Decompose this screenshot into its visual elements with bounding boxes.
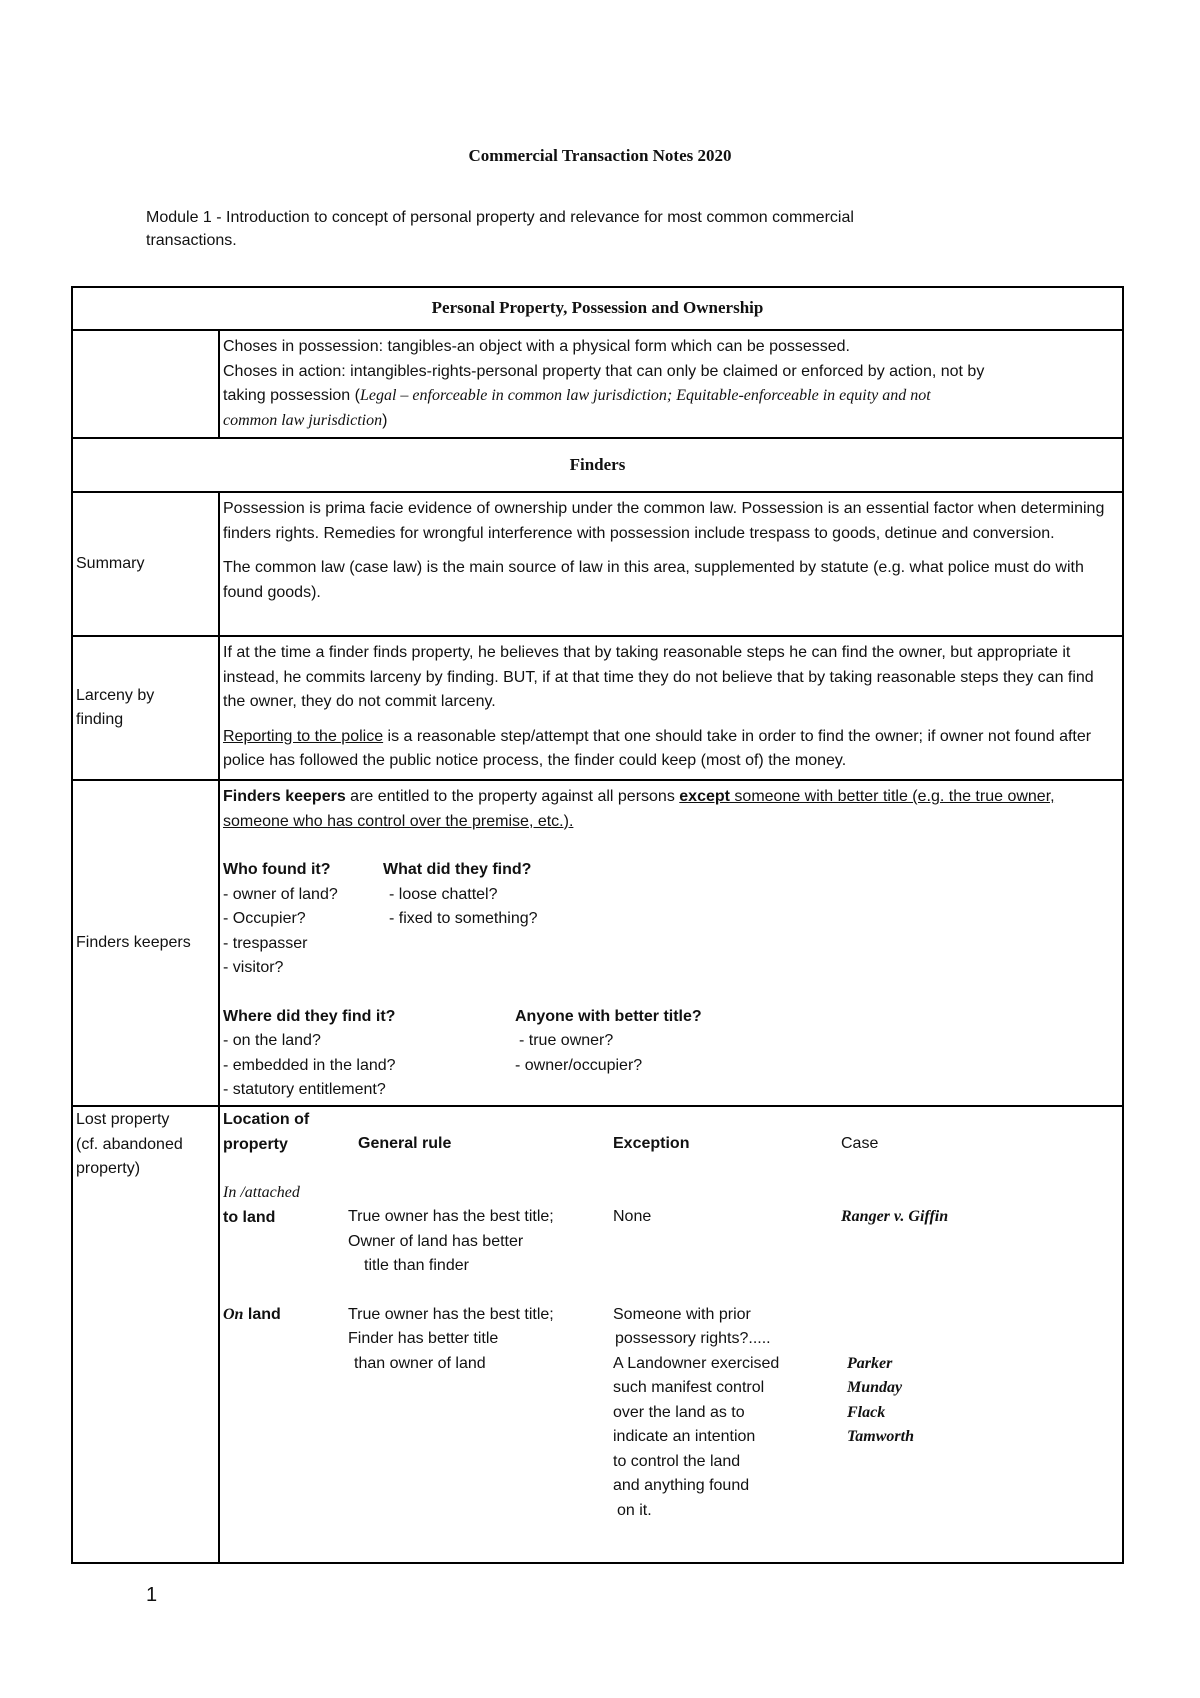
reporting-police-underlined: Reporting to the police — [223, 727, 384, 745]
module-line-2: transactions. — [146, 232, 237, 249]
col-exception: Exception — [613, 1135, 690, 1152]
on-land-cases — [841, 1303, 1041, 1524]
choses-line-2: Choses in action: intangibles-rights-personal property that can only be claimed or enforced by action, not by — [223, 362, 985, 380]
keepers-intro-underlined: someone with better title (e.g. the true owner, someone who has control over the premise, etc.). — [223, 788, 1055, 830]
better-title-item: - owner/occupier? — [515, 1056, 643, 1074]
col-case: Case — [841, 1135, 879, 1152]
who-item: - owner of land? — [223, 885, 338, 903]
col-general-rule: General rule — [358, 1135, 452, 1152]
where-found-heading: Where did they find it? — [223, 1007, 396, 1025]
keepers-block-1 — [223, 858, 1120, 981]
choses-line-1: Choses in possession: tangibles-an object with a physical form which can be possessed. — [223, 338, 850, 355]
better-title-heading: Anyone with better title? — [515, 1007, 702, 1025]
attached-exception: None — [613, 1208, 652, 1225]
larceny-row — [72, 636, 1123, 780]
better-title-item: - true owner? — [519, 1032, 614, 1049]
general-rule-line: title than finder — [364, 1257, 469, 1274]
who-item: - trespasser — [223, 934, 308, 952]
general-rule-line: True owner has the best title; — [348, 1208, 554, 1225]
page-title: Commercial Transaction Notes 2020 — [468, 146, 732, 165]
summary-content — [219, 492, 1123, 636]
module-line-1: Module 1 - Introduction to concept of personal property and relevance for most common commercial — [146, 209, 854, 226]
section-heading-row — [72, 287, 1123, 330]
notes-table — [71, 286, 1124, 1564]
keepers-content — [219, 780, 1123, 1106]
exception-line: on it. — [617, 1501, 652, 1519]
general-rule-line: Owner of land has better — [348, 1232, 524, 1250]
general-rule-line: than owner of land — [354, 1354, 486, 1372]
lost-label-line: property) — [76, 1160, 141, 1177]
on-land-exception — [613, 1303, 841, 1524]
larceny-label-line-1: Larceny by — [76, 686, 155, 704]
better-title-column — [515, 1005, 702, 1103]
lost-property-label — [72, 1106, 219, 1563]
what-item: - fixed to something? — [389, 910, 538, 927]
exception-line: such manifest control — [613, 1379, 765, 1396]
exception-line: A Landowner exercised — [613, 1354, 780, 1372]
choses-label-empty — [72, 330, 219, 438]
larceny-paragraph-2 — [223, 725, 1120, 774]
choses-line-3-italic: Legal – enforceable in common law jurisdiction; Equitable-enforceable in equity and not — [359, 387, 931, 404]
keepers-intro-mid: are entitled to the property against all persons — [345, 788, 680, 805]
location-on-italic: On — [223, 1305, 244, 1323]
case-name: Flack — [847, 1403, 886, 1421]
lost-property-row — [72, 1106, 1123, 1563]
who-found-heading: Who found it? — [223, 861, 331, 878]
keepers-intro-bold: Finders keepers — [223, 788, 346, 805]
lost-label-line: (cf. abandoned — [76, 1135, 183, 1153]
col-location — [223, 1108, 348, 1157]
on-land-general-rule — [348, 1303, 613, 1524]
where-item: - statutory entitlement? — [223, 1081, 386, 1098]
finders-heading-row — [72, 438, 1123, 492]
page-number: 1 — [146, 1584, 158, 1606]
exception-line: to control the land — [613, 1452, 741, 1470]
larceny-paragraph-2-rest: is a reasonable step/attempt that one should take in order to find the owner; if owner not found after police has followed the public notice process, the finder could keep (most of) the money. — [223, 727, 1092, 769]
location-attached — [223, 1181, 348, 1279]
choses-line-3 — [223, 384, 1120, 409]
general-rule-line: Finder has better title — [348, 1330, 499, 1347]
location-on-bold: land — [243, 1305, 281, 1323]
summary-label: Summary — [72, 492, 219, 636]
keepers-intro-except: except — [679, 788, 730, 805]
where-item: - on the land? — [223, 1032, 321, 1049]
larceny-label-line-2: finding — [76, 711, 124, 728]
choses-line-4-italic: common law jurisdiction — [223, 411, 383, 429]
attached-general-rule — [348, 1181, 613, 1279]
attached-case: Ranger v. Giffin — [841, 1208, 949, 1225]
summary-paragraph-2: The common law (case law) is the main source of law in this area, supplemented by statute (e.g. what police must do with found goods). — [223, 559, 1084, 601]
larceny-label — [72, 636, 219, 780]
choses-row — [72, 330, 1123, 438]
case-name: Tamworth — [847, 1428, 914, 1445]
who-item: - Occupier? — [223, 910, 306, 927]
col-location-line: property — [223, 1135, 288, 1153]
what-found-heading: What did they find? — [383, 861, 532, 878]
case-name: Munday — [847, 1379, 903, 1396]
summary-row — [72, 492, 1123, 636]
lost-row-attached — [223, 1181, 1120, 1279]
larceny-paragraph-1: If at the time a finder finds property, he believes that by taking reasonable steps he can find the owner, but appropriate it instead, he commits larceny by finding. BUT, if at that time they do not believe that by taking reasonable steps they can find the owner, they do not commit larceny. — [223, 644, 1094, 710]
section-heading-personal-property: Personal Property, Possession and Ownership — [72, 287, 1123, 330]
choses-line-4 — [223, 409, 1120, 434]
choses-content — [219, 330, 1123, 438]
who-found-column — [223, 858, 383, 981]
lost-row-on-land — [223, 1303, 1120, 1524]
lost-label-line: Lost property — [76, 1111, 170, 1128]
lost-property-content — [219, 1106, 1123, 1563]
lost-property-header — [223, 1108, 1120, 1157]
location-attached-bold: to land — [223, 1208, 276, 1226]
choses-line-4-close: ) — [382, 411, 388, 429]
what-found-column — [383, 858, 538, 981]
keepers-block-2 — [223, 1005, 1120, 1103]
choses-line-3-text: taking possession ( — [223, 387, 360, 404]
exception-line: over the land as to — [613, 1403, 745, 1421]
exception-line: Someone with prior — [613, 1305, 751, 1323]
exception-line: possessory rights?..... — [615, 1330, 771, 1347]
keepers-intro — [223, 785, 1120, 834]
exception-line: indicate an intention — [613, 1428, 756, 1445]
location-on-land — [223, 1303, 348, 1524]
module-intro — [146, 206, 1006, 252]
keepers-label: Finders keepers — [72, 780, 219, 1106]
keepers-row — [72, 780, 1123, 1106]
section-heading-finders: Finders — [72, 438, 1123, 492]
who-item: - visitor? — [223, 959, 284, 976]
general-rule-line: True owner has the best title; — [348, 1305, 554, 1323]
larceny-content — [219, 636, 1123, 780]
exception-line: and anything found — [613, 1477, 750, 1494]
what-item: - loose chattel? — [389, 885, 498, 903]
where-found-column — [223, 1005, 515, 1103]
case-name: Parker — [847, 1354, 893, 1372]
where-item: - embedded in the land? — [223, 1056, 396, 1074]
col-location-line: Location of — [223, 1111, 310, 1128]
location-attached-italic: In /attached — [223, 1184, 300, 1201]
summary-paragraph-1: Possession is prima facie evidence of ownership under the common law. Possession is an essential factor when determining finders rights. Remedies for wrongful interference with possession include trespass to goods, detinue and conversion. — [223, 500, 1105, 542]
